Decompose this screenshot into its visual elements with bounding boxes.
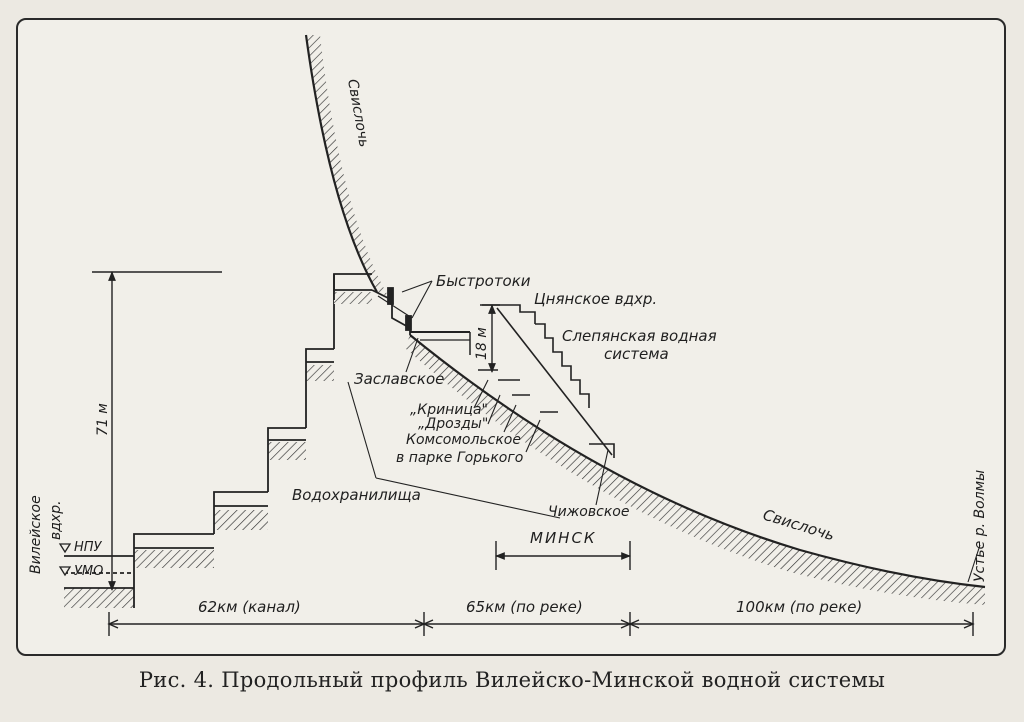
label-umo: УМО [74,564,104,579]
label-vileyskoe-1: Вилейское [28,495,44,574]
label-drozdy: „Дрозды" [418,416,489,432]
label-krinitsa: „Криница" [410,402,488,418]
level-markers [56,544,74,575]
label-bystrotoki: Быстротоки [436,272,531,290]
label-v-parke: в парке Горького [396,450,524,466]
label-tsnyanskoe: Цнянское вдхр. [534,290,658,308]
label-height-18: 18 м [474,327,490,360]
svisloch-lower-bed-hatch [405,335,985,605]
label-npu: НПУ [74,540,102,555]
label-minsk: МИНСК [530,529,597,547]
dimension-71m [92,272,222,590]
canal-steps [64,274,372,608]
figure-caption: Рис. 4. Продольный профиль Вилейско-Минской водной системы [138,668,886,692]
label-slepyanskaya-1: Слепянская водная [562,327,717,345]
label-height-71: 71 м [95,403,111,436]
label-dist-river-100: 100км (по реке) [736,598,863,616]
label-svisloch-top: Свислочь [344,77,372,149]
label-dist-canal: 62км (канал) [198,598,301,616]
label-slepyanskaya-2: система [604,345,669,363]
label-zaslavskoe: Заславское [354,370,445,388]
label-dist-river-65: 65км (по реке) [466,598,583,616]
label-svisloch-bottom: Свислочь [760,505,837,545]
label-vileyskoe-2: вдхр. [48,500,64,540]
label-ustye: Устье р. Волмы [972,469,988,582]
label-komsomolskoe: Комсомольское [406,432,521,448]
label-vodokhranilishcha: Водохранилища [292,486,421,504]
label-chizhovskoe: Чижовское [548,504,630,520]
svisloch-upper-bed-hatch [306,35,388,296]
bystrotoki-chutes [372,288,412,335]
